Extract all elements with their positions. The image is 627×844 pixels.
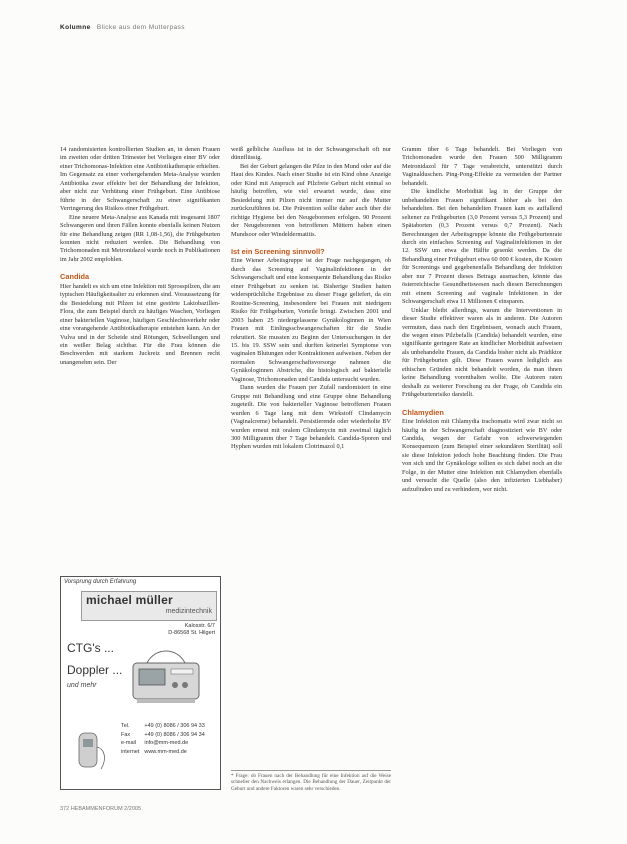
ad-company-name: michael müller <box>86 593 173 607</box>
ad-contact-value: +49 (0) 8086 / 306 94 33 <box>144 723 205 729</box>
ad-contact-value: www.mm-med.de <box>144 748 187 755</box>
paragraph: 14 randomisierten kontrollierten Studien an, in denen Frauen im zweiten oder dritten Trimester bei Vorliegen einer BV oder einer Trichomonas-Infektion eine Antibiotikatherapie erhielten. Im Gegensatz zu einer vorhergehenden Meta-Analyse wurden Antibiotika zwar effektiv bei der Behandlung der Infektion, aber nicht zur Verhütung einer Frühgeburt. Eine Antibiose führte in der Schwangerschaft zu einer signifikanten Verringerung des Risikos einer Frühgeburt. <box>60 146 220 213</box>
ad-contact-row <box>121 749 208 756</box>
ad-contact-key: Fax <box>121 731 131 738</box>
paragraph: Gramm über 6 Tage behandelt. Bei Vorliegen von Trichomonaden wurde den Frauen 500 Milligramm Metronidazol für 7 Tage verabreicht, unterstützt durch Vaginalduschen. Ping-Pong-Effekte zu vermeiden der Partner behandelt. <box>402 146 562 187</box>
subheading-chlamydien: Chlamydien <box>402 407 444 417</box>
ad-contact-row <box>121 732 208 739</box>
paragraph: Dann wurden die Frauen per Zufall randomisiert in eine Gruppe mit Behandlung und eine Gruppe ohne Behandlung zugeteilt. Die von bakterieller Vaginose betroffenen Frauen wurden 6 Tage lang mit dem Wirkstoff Clindamycin (Vaginalcreme) behandelt. Persistierende oder wiederholte BV wurden erneut mit oralem Clindamycin mit zweimal täglich 300 Milligramm über 7 Tage behandelt. Candida-Sporen und Hyphen wurden mit lokalem Clotrimazol 0,1 <box>231 384 391 451</box>
paragraph: Unklar bleibt allerdings, warum die Interventionen in dieser Studie effektiver waren als in anderen. Die Autoren vermuten, dass nach den Ergebnissen, wonach auch Frauen, die wegen eines Pilzbefalls (Candida) behandelt wurden, eine signifikante geringere Rate an kindlicher Morbidität aufweisen als unbehandelte Frauen, da Candida bisher nicht als Prädiktor für Frühgeburten gilt. Diese Frauen waren lediglich aus ethischen Gründen nicht behandelt worden, da man ihnen keine Behandlung vorenthalten wollte. Die Autoren raten deshalb zu weiterer Forschung zu der Frage, ob Candida ein Frühgeburtenrisiko darstellt. <box>402 306 562 399</box>
ad-company-sub: medizintechnik <box>165 608 212 615</box>
ad-city: D-86568 St. Hilgert <box>168 630 215 636</box>
page-footer: 372 HEBAMMENFORUM 2/2005 <box>60 806 141 812</box>
ad-contact-row <box>121 740 208 747</box>
text-column-2 <box>231 146 391 452</box>
subheading-screening: Ist ein Screening sinnvoll? <box>231 246 325 256</box>
ad-ctg-text: CTG's ... <box>67 641 114 655</box>
doppler-device-image <box>67 727 111 775</box>
advertisement <box>60 576 221 790</box>
ad-contact-row <box>121 723 208 730</box>
subheading-candida: Candida <box>60 272 90 282</box>
ad-doppler-text: Doppler ... <box>67 663 123 677</box>
ad-address <box>61 621 220 637</box>
ad-contact-value: +49 (0) 8086 / 306 94 34 <box>144 731 205 738</box>
ctg-device-image <box>127 637 205 715</box>
text-column-1 <box>60 146 220 367</box>
ad-tagline: Vorsprung durch Erfahrung <box>64 579 137 585</box>
ad-contact-key: e-mail <box>121 740 136 747</box>
section-title: Blicke aus dem Mutterpass <box>96 24 185 31</box>
ad-logo <box>81 591 217 621</box>
paragraph: Hier handelt es sich um eine Infektion mit Sprosspilzen, die am typischen Häufigkeitsalter zu erkennen sind. Voraussetzung für die Besiedelung mit Pilzen ist eine gestörte Laktobazillen-Flora, die zum Beispiel durch zu häufiges Waschen, Vorliegen einer bakteriellen Vaginose, häufigen Geschlechtsverkehr oder eine vorangehende Antibiotikatherapie entstehen kann. An der Vulva und in der Scheide sind Rötungen, Schwellungen und ein weißer Belag sichtbar. Für die Frau können die Beschwerden mit starkem Juckreiz und Brennen recht unangenehm sein. Der <box>60 282 221 366</box>
ad-contact-key: internet <box>121 748 140 755</box>
paragraph: Die kindliche Morbidität lag in der Gruppe der unbehandelten Frauen signifikant höher als bei den behandelten. Bei den behandelten Frauen kam es auffallend seltener zu Frühgeburten (3,0 Prozent versus 5,3 Prozent) und Spätaborten (0,3 Prozent versus 0,7 Prozent). Nach Berechnungen der Arbeitsgruppe könnte die Frühgeburtenrate durch ein einfaches Screening auf Vaginalinfektionen in der 12. SSW um etwa die Hälfte gesenkt werden. Da die Behandlung einer Frühgeburt etwa 60 000 € kosten, die Kosten für Screenings und gegebenenfalls Behandlung der Infektion aber nur 7 Prozent dieses Betrags ausmachen, könnte das österreichische Gesundheitswesen nach diesen Berechnungen mit einem Screening auf vaginale Infektionen in der Schwangerschaft etwa 11 Millionen € einsparen. <box>402 188 562 306</box>
paragraph: weiß gelbliche Ausfluss ist in der Schwangerschaft oft nur dünnflüssig. <box>231 146 391 162</box>
paragraph: Eine Infektion mit Chlamydia trachomatis wird zwar nicht so häufig in der Schwangerschaft diagnostiziert wie BV oder Candida, wegen der Gefahr von schwerwiegenden Konsequenzen (zum Beispiel einer sekundären Sterilität) soll sie diese Infektion jedoch hohe Beachtung finden. Die Frau von sich und ihr Gynäkologe sollten es sich dabei noch an die Folge, in der Mutter eine Infektion mit Chlamydien ebenfalls und versucht die Quelle (also den infizierten Liebhaber) aufzufinden und zu verhindern, wer nicht. <box>402 418 562 493</box>
paragraph: Eine neuere Meta-Analyse aus Kanada mit insgesamt 1807 Schwangeren und ihren Fällen konnte ebenfalls keinen Nutzen für eine Behandlung zeigen (RR 1,08-1,56), die Frühgeburten konnten nicht reduziert werden. Die Behandlung von Trichomonaden mit Metronidazol wurde noch in Publikationen im Jahr 2002 empfohlen. <box>60 213 220 263</box>
ad-contact-key: Tel. <box>121 723 130 729</box>
ad-contact-table <box>119 721 210 757</box>
footnote: * Frage: ob Frauen nach der Behandlung für eine Infektion auf die Weise schneller den Nachweis erlangen. Die Behandlung der Dauer, Zeitpunkt der Geburt und andere Faktoren waren sehr verschieden. <box>231 770 391 792</box>
section-label: Kolumne <box>60 24 91 31</box>
paragraph: Bei der Geburt gelangen die Pilze in den Mund oder auf die Haut des Kindes. Nach einer Studie ist ein Kind ohne Anzeige oder Kind mit Anspruch auf Pilzfreie Geburt nicht einmal so häufig betroffen, wie viel erwartet wurde, dass eine Besiedelung mit Pilzen nicht immer nur auf die Mutter zurückzuführen ist. Die Prävention sollte daher auch über die richtige Hygiene bei den Neugeborenen erfolgen. 90 Prozent der Neugeborenen von betroffenen Müttern haben einen Mundsoor oder Windeldermatitis. <box>231 162 391 238</box>
ad-und-mehr-text: und mehr <box>67 682 97 689</box>
section-header <box>60 24 185 31</box>
text-column-3 <box>402 146 562 494</box>
paragraph: Eine Wiener Arbeitsgruppe ist der Frage nachgegangen, ob durch das Screening auf Vaginalinfektionen in der Schwangerschaft und eine konsequente Behandlung das Risiko einer Frühgeburt zu senken ist. Bisherige Studien hatten widersprüchliche Ergebnisse zu dieser Frage geliefert, da ein Routine-Screening, insbesondere bei Frauen mit niedrigem Risiko für Frühgeburten, Vorteile bringt. Zwischen 2001 und 2003 haben 25 niedergelassene Gynäkologinnen in Wien Frauen mit Einlingsschwangerschaften für die Studie rekrutiert. Sie mussten zu Beginn der Untersuchungen in der 15. bis 19. SSW sein und durften keinerlei Symptome von vaginalen Blutungen oder Kontraktionen aufweisen. Neben der normalen Schwangerschaftsvorsorge nahmen die Gynäkologinnen Abstriche, die histologisch auf bakterielle Vaginose, Trichomonaden und Candida untersucht wurden. <box>231 257 391 383</box>
ad-street: Kalosstr. 6/7 <box>184 623 215 629</box>
ad-contact-value: info@mm-med.de <box>144 740 189 747</box>
